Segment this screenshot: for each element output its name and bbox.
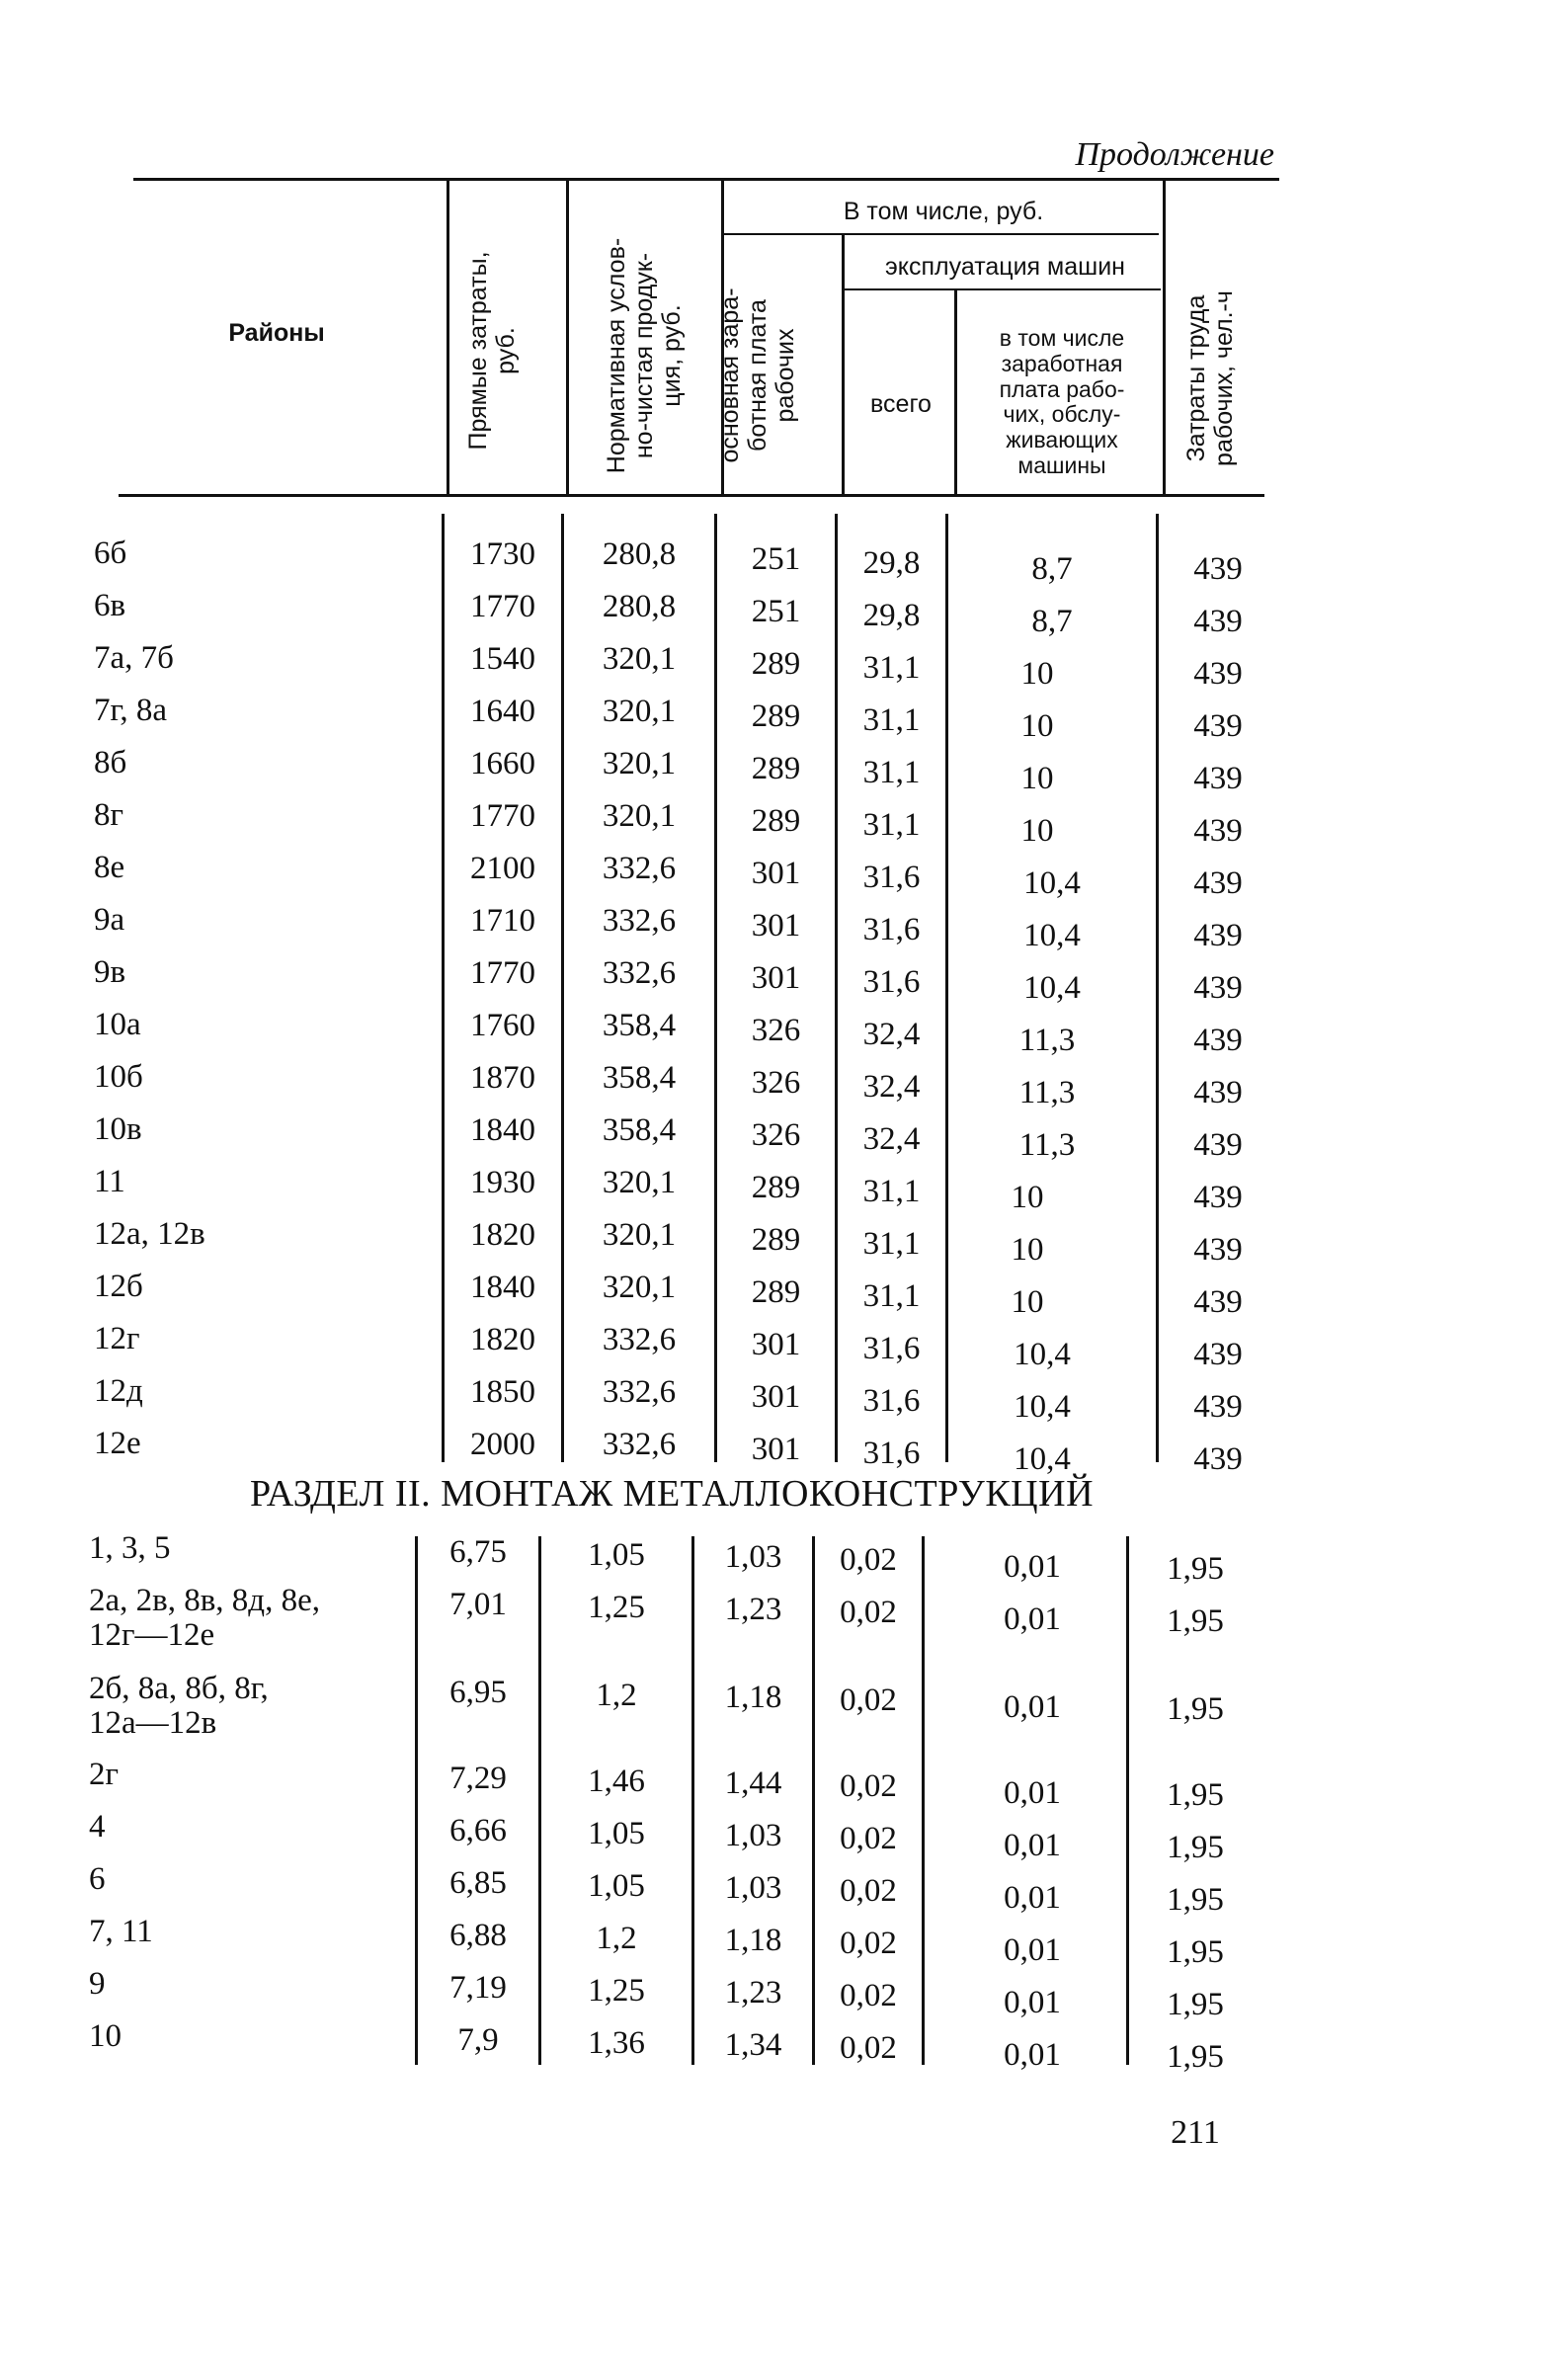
header-direct-costs: Прямые затраты, руб. xyxy=(464,251,520,451)
normative-cell: 1,2 xyxy=(596,1921,637,1956)
wage-cell: 301 xyxy=(751,856,801,891)
wage-cell: 289 xyxy=(751,803,801,839)
region-cell: 9 xyxy=(89,1966,106,2002)
machine-total-cell: 31,1 xyxy=(862,702,921,738)
labor-cell: 439 xyxy=(1193,708,1243,744)
normative-cell: 358,4 xyxy=(602,1008,677,1043)
region-cell: 10в xyxy=(94,1111,142,1147)
section2-title: РАЗДЕЛ II. МОНТАЖ МЕТАЛЛОКОНСТРУКЦИЙ xyxy=(249,1473,1095,1515)
wage-cell: 289 xyxy=(751,1274,801,1310)
machine-total-cell: 31,6 xyxy=(862,860,921,895)
machine-total-cell: 31,6 xyxy=(862,1383,921,1419)
region-cell: 12а, 12в xyxy=(94,1216,205,1252)
labor-cell: 439 xyxy=(1193,1441,1243,1477)
direct-cost-cell: 1840 xyxy=(470,1112,535,1148)
header-base-wage: основная зара- ботная плата рабочих xyxy=(716,287,799,463)
machine-wage-cell: 10 xyxy=(1020,761,1054,796)
machine-total-cell: 29,8 xyxy=(862,598,921,633)
labor-cell: 439 xyxy=(1193,604,1243,639)
direct-cost-cell: 1820 xyxy=(470,1322,535,1357)
direct-cost-cell: 7,19 xyxy=(449,1970,507,2006)
normative-cell: 1,2 xyxy=(596,1678,637,1713)
header-divider xyxy=(447,181,449,494)
machine-wage-cell: 10,4 xyxy=(1014,1337,1071,1372)
header-regions: Районы xyxy=(228,319,325,347)
labor-cell: 439 xyxy=(1193,813,1243,849)
labor-cell: 439 xyxy=(1193,970,1243,1006)
labor-cell: 439 xyxy=(1193,1023,1243,1058)
machine-wage-cell: 0,01 xyxy=(1004,1549,1061,1585)
wage-cell: 301 xyxy=(751,1379,801,1415)
machine-wage-cell: 10,4 xyxy=(1023,918,1081,953)
region-cell: 10а xyxy=(94,1007,141,1042)
normative-cell: 358,4 xyxy=(602,1112,677,1148)
labor-cell: 439 xyxy=(1193,918,1243,953)
labor-cell: 1,95 xyxy=(1167,1882,1224,1918)
machine-total-cell: 31,6 xyxy=(862,1331,921,1366)
machine-wage-cell: 11,3 xyxy=(1018,1023,1076,1058)
normative-cell: 320,1 xyxy=(602,694,677,729)
direct-cost-cell: 7,9 xyxy=(457,2022,499,2058)
machine-wage-cell: 10,4 xyxy=(1023,970,1081,1006)
machine-wage-cell: 10 xyxy=(1020,813,1054,849)
machine-total-cell: 31,1 xyxy=(862,807,921,843)
normative-cell: 320,1 xyxy=(602,1165,677,1200)
normative-cell: 332,6 xyxy=(602,1427,677,1462)
direct-cost-cell: 6,95 xyxy=(449,1675,507,1710)
machine-total-cell: 31,1 xyxy=(862,755,921,790)
normative-cell: 280,8 xyxy=(602,536,677,572)
labor-cell: 439 xyxy=(1193,1337,1243,1372)
machine-wage-cell: 8,7 xyxy=(1031,604,1073,639)
region-cell: 12е xyxy=(94,1426,141,1461)
region-cell: 4 xyxy=(89,1809,106,1845)
labor-cell: 439 xyxy=(1193,1075,1243,1110)
wage-cell: 301 xyxy=(751,960,801,996)
machine-total-cell: 31,6 xyxy=(862,912,921,947)
direct-cost-cell: 2100 xyxy=(470,851,535,886)
normative-cell: 1,05 xyxy=(588,1537,645,1573)
machine-wage-cell: 10,4 xyxy=(1023,865,1081,901)
normative-cell: 1,05 xyxy=(588,1816,645,1851)
machine-total-cell: 31,1 xyxy=(862,1278,921,1314)
machine-total-cell: 0,02 xyxy=(840,1873,897,1909)
direct-cost-cell: 1730 xyxy=(470,536,535,572)
direct-cost-cell: 6,66 xyxy=(449,1813,507,1848)
labor-cell: 1,95 xyxy=(1167,1830,1224,1865)
machine-wage-cell: 10 xyxy=(1020,656,1054,692)
normative-cell: 320,1 xyxy=(602,746,677,781)
normative-cell: 332,6 xyxy=(602,1322,677,1357)
machine-total-cell: 0,02 xyxy=(840,1682,897,1718)
region-cell: 10 xyxy=(89,2018,122,2054)
direct-cost-cell: 1850 xyxy=(470,1374,535,1410)
region-cell: 2а, 2в, 8в, 8д, 8е, 12г—12е xyxy=(89,1583,320,1653)
wage-cell: 326 xyxy=(751,1013,801,1048)
region-cell: 1, 3, 5 xyxy=(89,1530,171,1566)
machine-total-cell: 31,1 xyxy=(862,650,921,686)
wage-cell: 251 xyxy=(751,594,801,629)
wage-cell: 289 xyxy=(751,1222,801,1258)
continued-label: Продолжение xyxy=(1075,136,1274,173)
region-cell: 7, 11 xyxy=(89,1914,153,1949)
wage-cell: 289 xyxy=(751,1170,801,1205)
direct-cost-cell: 1660 xyxy=(470,746,535,781)
machine-total-cell: 32,4 xyxy=(862,1121,921,1157)
machine-total-cell: 0,02 xyxy=(840,1595,897,1630)
direct-cost-cell: 1770 xyxy=(470,798,535,834)
wage-cell: 251 xyxy=(751,541,801,577)
wage-cell: 326 xyxy=(751,1065,801,1101)
machine-total-cell: 0,02 xyxy=(840,1978,897,2013)
normative-cell: 332,6 xyxy=(602,955,677,991)
machine-wage-cell: 11,3 xyxy=(1018,1127,1076,1163)
header-divider xyxy=(954,290,957,494)
direct-cost-cell: 1840 xyxy=(470,1270,535,1305)
header-including-rub: В том числе, руб. xyxy=(843,198,1044,225)
machine-wage-cell: 10,4 xyxy=(1014,1441,1071,1477)
header-total: всего xyxy=(870,390,932,418)
wage-cell: 301 xyxy=(751,908,801,944)
direct-cost-cell: 1930 xyxy=(470,1165,535,1200)
machine-total-cell: 0,02 xyxy=(840,1821,897,1856)
machine-wage-cell: 10 xyxy=(1011,1232,1044,1268)
region-cell: 8е xyxy=(94,850,125,885)
labor-cell: 1,95 xyxy=(1167,1987,1224,2022)
region-cell: 9а xyxy=(94,902,125,938)
header-machine-operation: эксплуатация машин xyxy=(885,253,1125,281)
region-cell: 8б xyxy=(94,745,127,780)
direct-cost-cell: 7,01 xyxy=(449,1587,507,1622)
labor-cell: 1,95 xyxy=(1167,1551,1224,1587)
direct-cost-cell: 1760 xyxy=(470,1008,535,1043)
machine-total-cell: 31,6 xyxy=(862,964,921,1000)
normative-cell: 320,1 xyxy=(602,1270,677,1305)
machine-wage-cell: 11,3 xyxy=(1018,1075,1076,1110)
region-cell: 10б xyxy=(94,1059,143,1095)
labor-cell: 1,95 xyxy=(1167,1691,1224,1727)
machine-total-cell: 32,4 xyxy=(862,1069,921,1105)
labor-cell: 1,95 xyxy=(1167,2039,1224,2075)
direct-cost-cell: 6,88 xyxy=(449,1918,507,1953)
normative-cell: 1,25 xyxy=(588,1973,645,2009)
region-cell: 6в xyxy=(94,588,126,623)
wage-cell: 289 xyxy=(751,698,801,734)
region-cell: 12б xyxy=(94,1269,143,1304)
machine-wage-cell: 0,01 xyxy=(1004,1985,1061,2020)
direct-cost-cell: 1870 xyxy=(470,1060,535,1096)
machine-total-cell: 0,02 xyxy=(840,1542,897,1578)
wage-cell: 1,03 xyxy=(724,1539,782,1575)
wage-cell: 1,23 xyxy=(724,1592,782,1627)
region-cell: 12д xyxy=(94,1373,143,1409)
region-cell: 12г xyxy=(94,1321,140,1356)
header-labor-costs: Затраты труда рабочих, чел.-ч xyxy=(1182,290,1238,466)
including-rule xyxy=(724,233,1159,235)
header-divider xyxy=(566,181,569,494)
wage-cell: 289 xyxy=(751,751,801,786)
normative-cell: 332,6 xyxy=(602,851,677,886)
header-divider xyxy=(1163,181,1166,494)
direct-cost-cell: 6,85 xyxy=(449,1865,507,1901)
direct-cost-cell: 1540 xyxy=(470,641,535,677)
labor-cell: 1,95 xyxy=(1167,1934,1224,1970)
header-including-wage: в том числе заработная плата рабо- чих, обслу- живающих машины xyxy=(999,325,1125,478)
normative-cell: 332,6 xyxy=(602,1374,677,1410)
machine-total-cell: 29,8 xyxy=(862,545,921,581)
normative-cell: 320,1 xyxy=(602,1217,677,1253)
labor-cell: 439 xyxy=(1193,551,1243,587)
section1-divider xyxy=(945,514,948,1462)
labor-cell: 439 xyxy=(1193,656,1243,692)
machine-total-cell: 0,02 xyxy=(840,1768,897,1804)
normative-cell: 332,6 xyxy=(602,903,677,939)
section2-divider xyxy=(922,1536,925,2065)
direct-cost-cell: 2000 xyxy=(470,1427,535,1462)
region-cell: 6 xyxy=(89,1861,106,1897)
machine-total-cell: 31,1 xyxy=(862,1226,921,1262)
wage-cell: 1,18 xyxy=(724,1680,782,1715)
machine-wage-cell: 10 xyxy=(1011,1180,1044,1215)
wage-cell: 1,18 xyxy=(724,1923,782,1958)
labor-cell: 439 xyxy=(1193,1284,1243,1320)
region-cell: 8г xyxy=(94,797,124,833)
normative-cell: 1,36 xyxy=(588,2025,645,2061)
machine-wage-cell: 0,01 xyxy=(1004,1828,1061,1863)
machine-rule xyxy=(845,288,1161,290)
normative-cell: 1,05 xyxy=(588,1868,645,1904)
normative-cell: 280,8 xyxy=(602,589,677,624)
labor-cell: 439 xyxy=(1193,1389,1243,1425)
machine-total-cell: 32,4 xyxy=(862,1017,921,1052)
region-cell: 2б, 8а, 8б, 8г, 12а—12в xyxy=(89,1671,269,1741)
region-cell: 7г, 8а xyxy=(94,693,167,728)
header-divider xyxy=(842,235,845,494)
labor-cell: 439 xyxy=(1193,1180,1243,1215)
page-number: 211 xyxy=(1171,2114,1220,2151)
machine-total-cell: 31,1 xyxy=(862,1174,921,1209)
machine-wage-cell: 10 xyxy=(1020,708,1054,744)
wage-cell: 301 xyxy=(751,1327,801,1362)
wage-cell: 326 xyxy=(751,1117,801,1153)
labor-cell: 439 xyxy=(1193,865,1243,901)
direct-cost-cell: 1640 xyxy=(470,694,535,729)
region-cell: 2г xyxy=(89,1757,120,1792)
machine-total-cell: 0,02 xyxy=(840,1926,897,1961)
machine-wage-cell: 0,01 xyxy=(1004,1689,1061,1725)
machine-wage-cell: 0,01 xyxy=(1004,1880,1061,1916)
top-rule xyxy=(133,178,1279,181)
section2-divider xyxy=(1126,1536,1129,2065)
direct-cost-cell: 1770 xyxy=(470,955,535,991)
direct-cost-cell: 1820 xyxy=(470,1217,535,1253)
machine-wage-cell: 10,4 xyxy=(1014,1389,1071,1425)
normative-cell: 1,46 xyxy=(588,1764,645,1799)
direct-cost-cell: 1710 xyxy=(470,903,535,939)
machine-wage-cell: 8,7 xyxy=(1031,551,1073,587)
wage-cell: 1,03 xyxy=(724,1818,782,1853)
wage-cell: 301 xyxy=(751,1432,801,1467)
machine-wage-cell: 10 xyxy=(1011,1284,1044,1320)
direct-cost-cell: 6,75 xyxy=(449,1534,507,1570)
region-cell: 11 xyxy=(94,1164,125,1199)
labor-cell: 1,95 xyxy=(1167,1777,1224,1813)
normative-cell: 320,1 xyxy=(602,641,677,677)
normative-cell: 358,4 xyxy=(602,1060,677,1096)
machine-wage-cell: 0,01 xyxy=(1004,1932,1061,1968)
direct-cost-cell: 7,29 xyxy=(449,1761,507,1796)
wage-cell: 1,44 xyxy=(724,1765,782,1801)
machine-total-cell: 0,02 xyxy=(840,2030,897,2066)
normative-cell: 1,25 xyxy=(588,1590,645,1625)
wage-cell: 1,23 xyxy=(724,1975,782,2011)
machine-total-cell: 31,6 xyxy=(862,1436,921,1471)
labor-cell: 1,95 xyxy=(1167,1603,1224,1639)
machine-wage-cell: 0,01 xyxy=(1004,2037,1061,2073)
region-cell: 6б xyxy=(94,535,127,571)
labor-cell: 439 xyxy=(1193,1127,1243,1163)
labor-cell: 439 xyxy=(1193,761,1243,796)
direct-cost-cell: 1770 xyxy=(470,589,535,624)
wage-cell: 1,34 xyxy=(724,2027,782,2063)
wage-cell: 289 xyxy=(751,646,801,682)
machine-wage-cell: 0,01 xyxy=(1004,1775,1061,1811)
header-normative-net-product: Нормативная услов- но-чистая продук- ция, руб. xyxy=(603,237,686,474)
machine-wage-cell: 0,01 xyxy=(1004,1601,1061,1637)
normative-cell: 320,1 xyxy=(602,798,677,834)
region-cell: 7а, 7б xyxy=(94,640,174,676)
region-cell: 9в xyxy=(94,954,126,990)
labor-cell: 439 xyxy=(1193,1232,1243,1268)
wage-cell: 1,03 xyxy=(724,1870,782,1906)
